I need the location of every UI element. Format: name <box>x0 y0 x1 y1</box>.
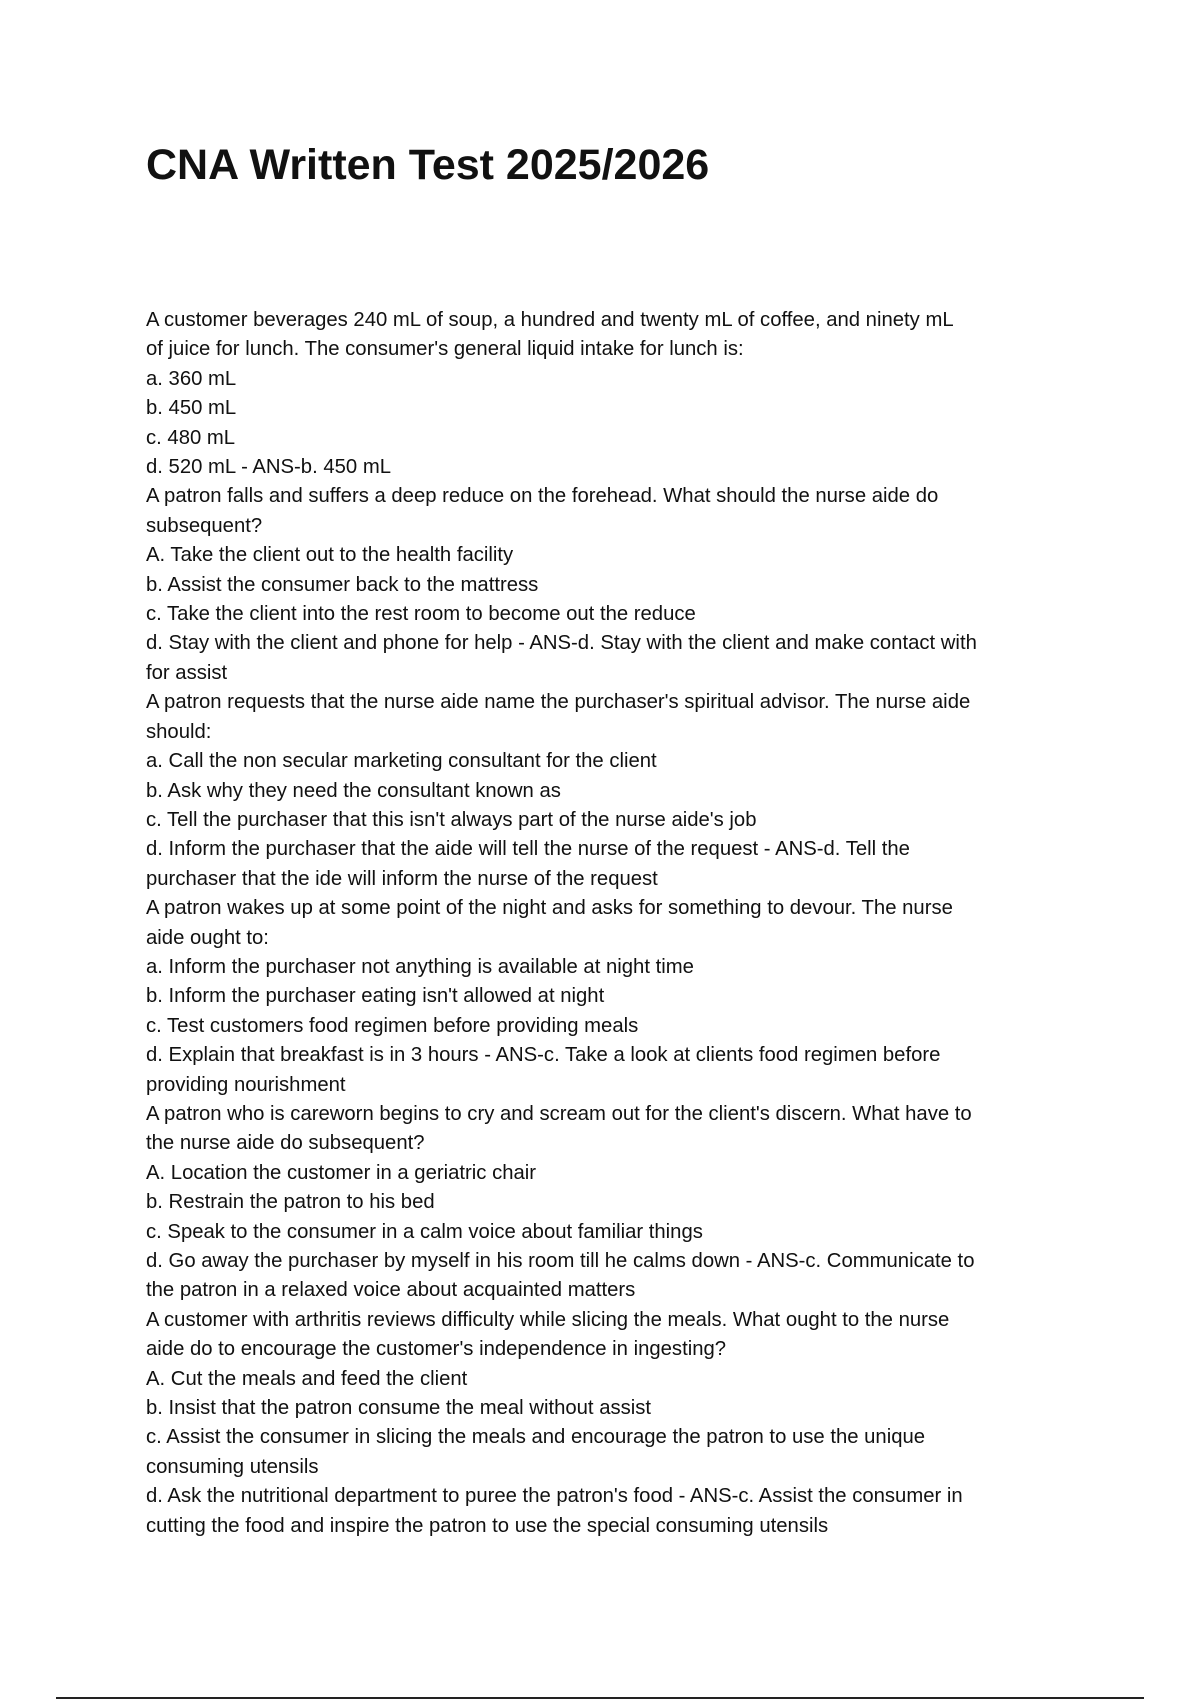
text-line: purchaser that the ide will inform the nurse of the request <box>146 867 658 890</box>
page-bottom-divider <box>56 1697 1144 1699</box>
text-line: A patron requests that the nurse aide name the purchaser's spiritual advisor. The nurse aide <box>146 691 971 714</box>
text-line: a. Call the non secular marketing consultant for the client <box>146 750 657 773</box>
text-line: d. Stay with the client and phone for help - ANS-d. Stay with the client and make contact with <box>146 632 977 655</box>
text-line: d. Ask the nutritional department to puree the patron's food - ANS-c. Assist the consumer in <box>146 1485 963 1508</box>
text-line: b. Assist the consumer back to the mattress <box>146 573 539 596</box>
text-line: A customer beverages 240 mL of soup, a hundred and twenty mL of coffee, and ninety mL <box>146 309 954 331</box>
text-line: d. Explain that breakfast is in 3 hours - ANS-c. Take a look at clients food regimen before <box>146 1044 941 1067</box>
text-line: d. Inform the purchaser that the aide will tell the nurse of the request - ANS-d. Tell the <box>146 838 910 861</box>
text-line: c. Speak to the consumer in a calm voice about familiar things <box>146 1220 703 1243</box>
text-line: b. Restrain the patron to his bed <box>146 1191 435 1214</box>
text-line: A patron falls and suffers a deep reduce on the forehead. What should the nurse aide do <box>146 485 939 508</box>
text-line: A. Cut the meals and feed the client <box>146 1367 468 1390</box>
text-line: c. Take the client into the rest room to become out the reduce <box>146 603 696 626</box>
text-line: aide ought to: <box>146 926 269 949</box>
text-line: the nurse aide do subsequent? <box>146 1132 425 1155</box>
text-line: for assist <box>146 661 228 684</box>
text-line: the patron in a relaxed voice about acquainted matters <box>146 1279 636 1302</box>
text-line: c. Test customers food regimen before providing meals <box>146 1014 639 1037</box>
text-line: b. 450 mL <box>146 397 237 420</box>
text-line: A customer with arthritis reviews difficulty while slicing the meals. What ought to the nurse <box>146 1308 950 1331</box>
text-line: A. Take the client out to the health facility <box>146 544 514 567</box>
text-line: d. Go away the purchaser by myself in his room till he calms down - ANS-c. Communicate to <box>146 1250 975 1272</box>
text-line: consuming utensils <box>146 1455 319 1478</box>
text-line: c. Tell the purchaser that this isn't always part of the nurse aide's job <box>146 808 757 831</box>
text-line: A patron wakes up at some point of the night and asks for something to devour. The nurse <box>146 897 953 920</box>
text-line: c. Assist the consumer in slicing the meals and encourage the patron to use the unique <box>146 1426 926 1449</box>
text-line: should: <box>146 720 212 743</box>
text-line: b. Ask why they need the consultant known as <box>146 779 561 802</box>
page-title: CNA Written Test 2025/2026 <box>146 141 710 189</box>
text-line: A. Location the customer in a geriatric chair <box>146 1161 537 1184</box>
text-line: aide do to encourage the customer's independence in ingesting? <box>146 1338 727 1361</box>
text-line: b. Inform the purchaser eating isn't allowed at night <box>146 985 605 1008</box>
text-line: providing nourishment <box>146 1073 346 1096</box>
text-line: b. Insist that the patron consume the meal without assist <box>146 1397 652 1420</box>
text-line: subsequent? <box>146 514 263 537</box>
text-line: cutting the food and inspire the patron to use the special consuming utensils <box>146 1514 829 1537</box>
text-line: a. 360 mL <box>146 367 237 390</box>
text-line: A patron who is careworn begins to cry and scream out for the client's discern. What have to <box>146 1102 972 1125</box>
text-line: a. Inform the purchaser not anything is available at night time <box>146 955 694 978</box>
document-body <box>146 306 1076 1541</box>
text-line: c. 480 mL <box>146 426 236 449</box>
text-line: of juice for lunch. The consumer's general liquid intake for lunch is: <box>146 338 744 361</box>
text-line: d. 520 mL - ANS-b. 450 mL <box>146 456 391 479</box>
